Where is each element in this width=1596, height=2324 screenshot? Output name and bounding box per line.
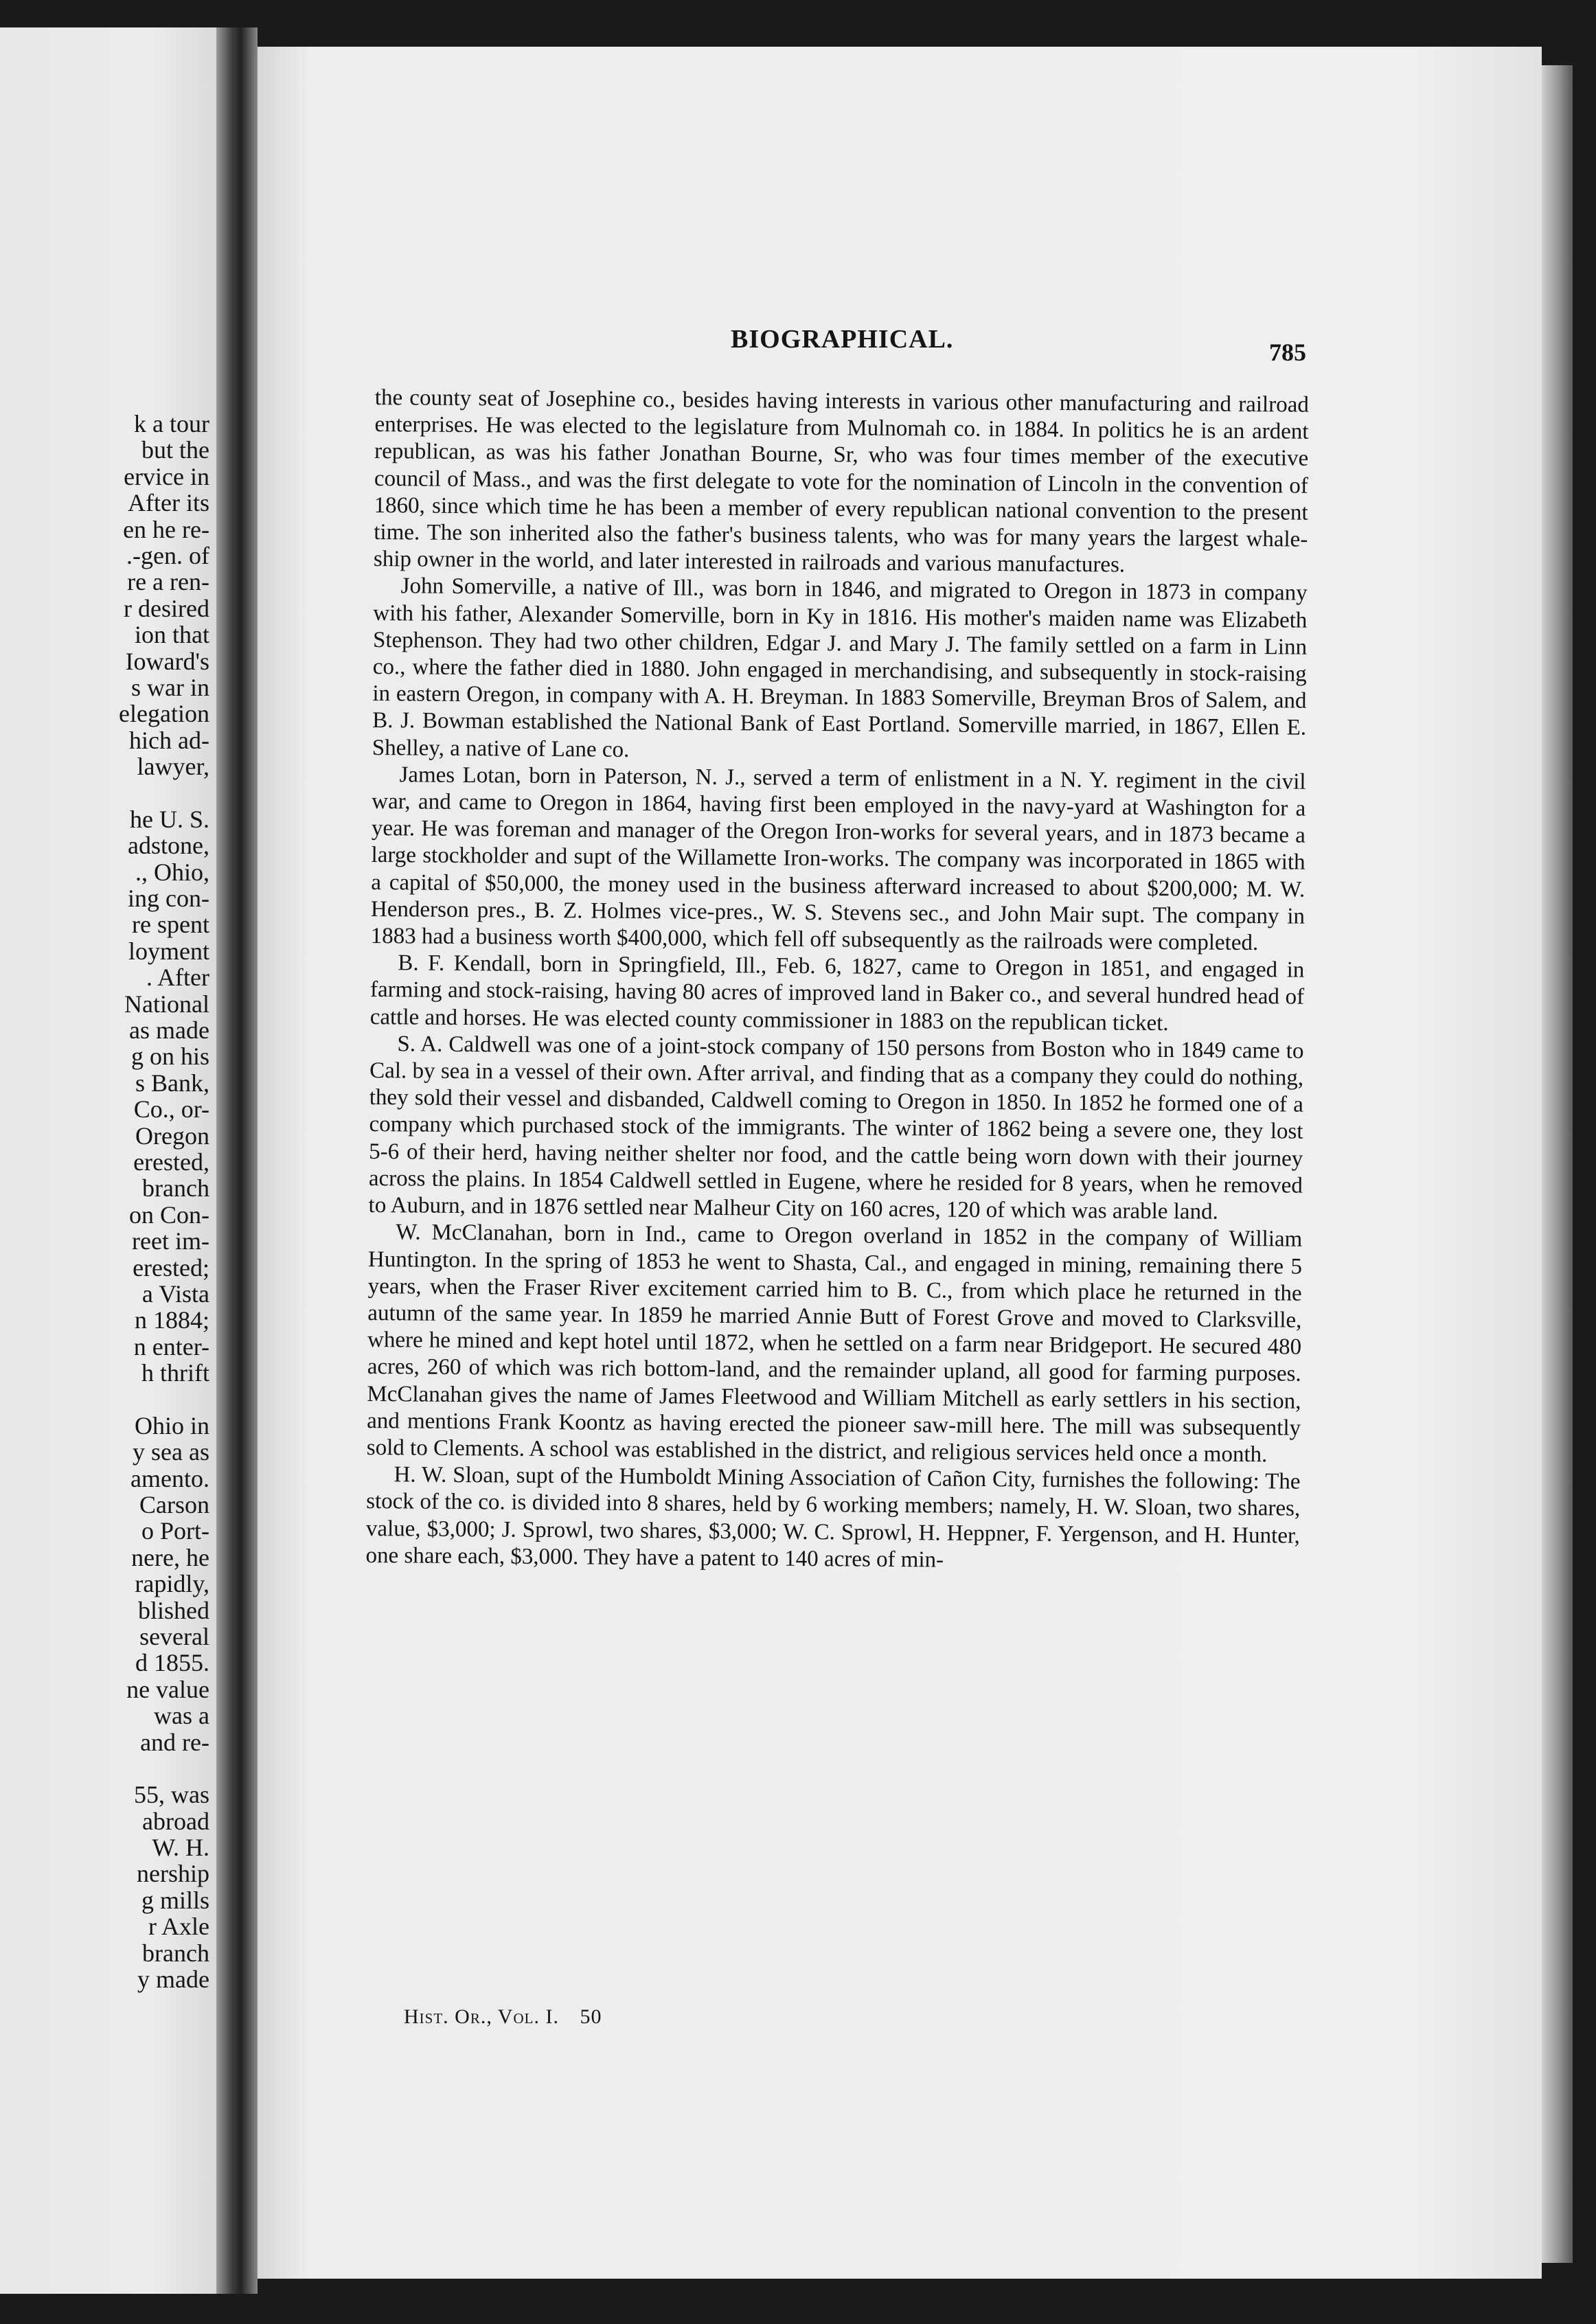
signature-mark (404, 2005, 602, 2029)
facing-page-line: Co., or- (133, 1095, 209, 1124)
facing-page-line: n enter- (133, 1332, 209, 1360)
facing-page-line: s Bank, (135, 1069, 209, 1097)
paragraph: John Somerville, a native of Ill., was born in 1846, and migrated to Oregon in 1873 in company with his father, Alexander Somerville, born in Ky in 1816. His mother's maiden name was Elizabeth Stephenson. They had two other children, Edgar J. and Mary J. The family settled on a farm in Linn co., where the father died in 1880. John engaged in merchandising, and subsequently in stock-raising in eastern Oregon, in company with A. H. Breyman. In 1883 Somerville, Breyman Bros of Salem, and B. J. Bowman established the National Bank of East Portland. Somerville married, in 1867, Ellen E. Shelley, a native of Lane co. (372, 573, 1308, 762)
facing-page-line: was a (154, 1702, 209, 1730)
facing-page-line: loyment (128, 937, 209, 965)
paragraph: S. A. Caldwell was one of a joint-stock company of 150 persons from Boston who in 1849 came to Cal. by sea in a vessel of their own. After arrival, and finding that as a company they could do nothing, they sold their vessel and disbanded, Caldwell coming to Oregon in 1850. In 1852 he formed one of a company which purchased stock of the immigrants. The winter of 1862 being a severe one, they lost 5-6 of their herd, having neither shelter nor food, and the cattle being worn down with their journey across the plains. In 1854 Caldwell settled in Eugene, where he resided for 8 years, when he removed to Auburn, and in 1876 settled near Malheur City on 160 acres, 120 of which was arable land. (368, 1032, 1304, 1224)
paragraph: W. McClanahan, born in Ind., came to Oregon overland in 1852 in the company of William Huntington. In the spring of 1853 he went to Shasta, Cal., and engaged in mining, remaining there 5 years, when the Fraser River excitement carried him to B. C., from which place he returned in the autumn of the same year. In 1859 he married Annie Butt of Forest Grove and moved to Clarksville, where he mined and kept hotel until 1872, when he settled on a farm near Bridgeport. He secured 480 acres, 260 of which was rich bottom-land, and the remainder upland, all good for farming purposes. McClanahan gives the name of James Fleetwood and William Mitchell as early settlers in his section, and mentions Frank Koontz as having erected the pioneer saw-mill here. The mill was subsequently sold to Clements. A school was established in the district, and religious services held once a month. (366, 1220, 1303, 1468)
facing-page-line (10, 779, 209, 806)
facing-page-line: a Vista (141, 1279, 209, 1308)
facing-page-line: branch (142, 1939, 209, 1967)
facing-page-line: W. H. (152, 1834, 209, 1862)
facing-page-line: National (124, 990, 209, 1018)
facing-page-line (10, 1386, 209, 1412)
facing-page-line (10, 1755, 209, 1781)
facing-page-line: but the (141, 436, 209, 464)
facing-page-line: elegation (119, 700, 209, 728)
running-head: BIOGRAPHICAL. (731, 325, 954, 354)
facing-page-line: Ioward's (125, 647, 209, 675)
facing-page-line: y made (137, 1966, 209, 1994)
facing-page-line: d 1855. (135, 1649, 209, 1677)
facing-page-line: After its (128, 489, 209, 517)
facing-page-line: ., Ohio, (135, 858, 209, 886)
facing-page-line: branch (142, 1174, 209, 1203)
facing-page-line: he U. S. (130, 805, 209, 833)
facing-page (0, 27, 216, 2294)
facing-page-line: k a tour (134, 410, 209, 437)
facing-page-line: ion that (135, 621, 209, 649)
facing-page-text (10, 411, 209, 1992)
facing-page-line: r desired (124, 594, 209, 622)
facing-page-line: ing con- (128, 885, 209, 913)
facing-page-line: g mills (141, 1886, 209, 1914)
paragraph: the county seat of Josephine co., besides having interests in various other manufacturing and railroad enterprises. He was elected to the legislature from Mulnomah co. in 1884. In politics he is an ardent republican, as was his father Jonathan Bourne, Sr, who was four times member of the executive council of Mass., and was the first delegate to vote for the nomination of Lincoln in the convention of 1860, since which time he has been a member of every republican national convention to the present time. The son inherited also the father's business talents, who was for many years the largest whale-ship owner in the world, and later interested in railroads and various manufactures. (373, 385, 1309, 578)
facing-page-line: r Axle (148, 1913, 209, 1941)
facing-page-line: re spent (132, 911, 209, 939)
facing-page-line: adstone, (128, 832, 209, 860)
facing-page-line: h thrift (141, 1359, 209, 1387)
body-text (365, 385, 1309, 1577)
facing-page-line: Ohio in (134, 1411, 209, 1439)
facing-page-line: re a ren- (127, 568, 209, 596)
facing-page-line: and re- (140, 1728, 209, 1756)
facing-page-line: ne value (126, 1675, 209, 1703)
facing-page-line: en he re- (123, 515, 209, 543)
facing-page-line: lawyer, (137, 753, 209, 781)
facing-page-line: on Con- (129, 1200, 209, 1229)
facing-page-line: .-gen. of (126, 541, 209, 569)
facing-page-line: Carson (139, 1491, 209, 1519)
page-edge (1542, 65, 1573, 2263)
facing-page-line: reet im- (132, 1227, 209, 1255)
facing-page-line: erested; (133, 1253, 209, 1281)
facing-page-line: Oregon (135, 1121, 209, 1150)
facing-page-line: abroad (142, 1807, 209, 1835)
paragraph: James Lotan, born in Paterson, N. J., served a term of enlistment in a N. Y. regiment in the civil war, and came to Oregon in 1864, having first been employed in the navy-yard at Washington for a year. He was foreman and manager of the Oregon Iron-works for several years, and in 1873 became a large stockholder and supt of the Willamette Iron-works. The company was incorporated in 1865 with a capital of $50,000, the money used in the business afterward increased to about $200,000; M. W. Henderson pres., B. Z. Holmes vice-pres., W. S. Stevens sec., and John Mair supt. The company in 1883 had a business worth $400,000, which fell off subsequently as the railroads were completed. (370, 762, 1306, 956)
facing-page-line: rapidly, (135, 1570, 209, 1598)
facing-page-line: . After (146, 964, 209, 992)
facing-page-line: blished (138, 1596, 209, 1624)
facing-page-line: hich ad- (129, 726, 209, 754)
facing-page-line: y sea as (133, 1438, 209, 1466)
facing-page-line: amento. (130, 1464, 209, 1492)
signature-text: Hist. Or., Vol. I. (404, 2005, 559, 2028)
page-number: 785 (1269, 339, 1306, 366)
facing-page-line: as made (129, 1016, 209, 1044)
facing-page-line: nership (137, 1860, 209, 1888)
facing-page-line: erested, (133, 1148, 209, 1176)
facing-page-line: 55, was (134, 1781, 209, 1809)
paragraph: B. F. Kendall, born in Springfield, Ill., Feb. 6, 1827, came to Oregon in 1851, and engaged in farming and stock-raising, having 80 acres of improved land in Baker co., and several hundred head of cattle and horses. He was elected county commissioner in 1883 on the republican ticket. (369, 950, 1305, 1036)
facing-page-line: n 1884; (134, 1306, 209, 1334)
paragraph: H. W. Sloan, supt of the Humboldt Mining Association of Cañon City, furnishes the following: The stock of the co. is divided into 8 shares, held by 6 working members; namely, H. W. Sloan, two shares, value, $3,000; J. Sprowl, two shares, $3,000; W. C. Sprowl, H. Heppner, F. Yergenson, and H. Hunter, one share each, $3,000. They have a patent to 140 acres of min- (365, 1462, 1301, 1573)
facing-page-line: nere, he (131, 1543, 209, 1571)
facing-page-line: several (139, 1622, 209, 1650)
sheet-number: 50 (580, 2005, 602, 2028)
book-gutter (216, 27, 258, 2294)
facing-page-line: o Port- (141, 1517, 209, 1545)
facing-page-line: g on his (130, 1043, 209, 1071)
facing-page-line: s war in (131, 673, 209, 701)
facing-page-line: ervice in (124, 462, 209, 490)
